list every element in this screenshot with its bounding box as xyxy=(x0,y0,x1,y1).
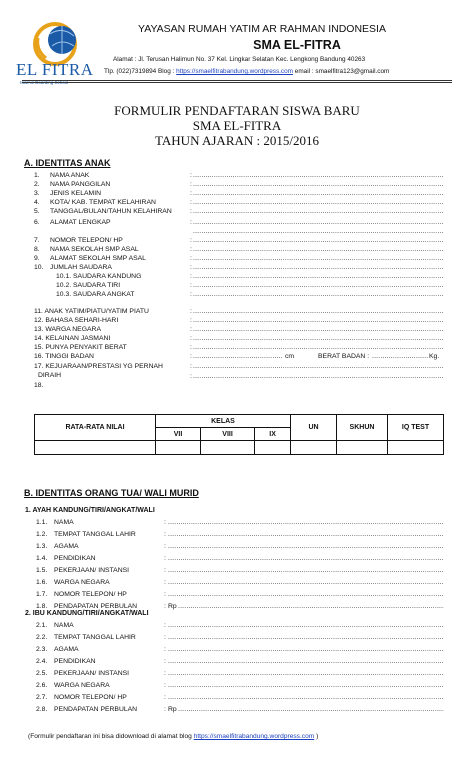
field-number: 10. xyxy=(34,264,44,271)
height-unit: cm xyxy=(285,353,295,360)
field-row xyxy=(0,343,474,352)
field-row xyxy=(0,180,474,189)
field-input[interactable] xyxy=(193,334,443,343)
weight-input[interactable] xyxy=(372,352,428,361)
school-address: Alamat : Jl. Terusan Halimun No. 37 Kel. Lingkar Selatan Kec. Lengkong Bandung 40263 xyxy=(113,56,366,63)
blog-link[interactable]: https://smaelfitrabandung.wordpress.com xyxy=(176,68,294,75)
header-divider-2 xyxy=(22,82,452,83)
parent-field-row xyxy=(0,645,474,654)
section-b-title: B. IDENTITAS ORANG TUA/ WALI MURID xyxy=(24,488,199,498)
parent-field-row xyxy=(0,621,474,630)
contact-email: email : smaelfitra123@gmail.com xyxy=(294,68,390,75)
field-colon: : xyxy=(164,591,166,598)
field-label: 15. PUNYA PENYAKIT BERAT xyxy=(34,344,127,351)
field-colon: : xyxy=(190,219,192,226)
field-row xyxy=(0,290,474,299)
field-colon: : xyxy=(190,282,192,289)
field-number: 1. xyxy=(34,172,40,179)
weight-label: BERAT BADAN : xyxy=(318,353,370,360)
parent-field-row xyxy=(0,657,474,666)
field-row xyxy=(0,218,474,227)
field-colon: : xyxy=(190,291,192,298)
field-colon: : xyxy=(164,531,166,538)
grade-cell[interactable] xyxy=(388,441,444,455)
grade-cell[interactable] xyxy=(200,441,254,455)
logo-subtext: Islamic Boarding School xyxy=(20,80,69,85)
field-label: TANGGAL/BULAN/TAHUN KELAHIRAN xyxy=(50,208,172,215)
grade-cell[interactable] xyxy=(156,441,201,455)
parent-field-row xyxy=(0,693,474,702)
parent-field-input[interactable] xyxy=(168,657,444,666)
field-input[interactable] xyxy=(193,290,443,299)
parent2-title: 2. IBU KANDUNG/TIRI/ANGKAT/WALI xyxy=(25,610,149,617)
field-colon: : xyxy=(164,646,166,653)
parent-field-label: WARGA NEGARA xyxy=(54,579,110,586)
field-colon: : xyxy=(190,308,192,315)
parent-field-label: TEMPAT TANGGAL LAHIR xyxy=(54,634,136,641)
field-number: 9. xyxy=(34,255,40,262)
parent-field-row xyxy=(0,542,474,551)
field-input[interactable] xyxy=(193,180,443,189)
parent-field-row xyxy=(0,681,474,690)
field-label: 13. WARGA NEGARA xyxy=(34,326,101,333)
parent-field-number: 1.6. xyxy=(36,579,48,586)
field-input[interactable] xyxy=(193,272,443,281)
field-row xyxy=(0,245,474,254)
parent-field-label: WARGA NEGARA xyxy=(54,682,110,689)
parent-field-number: 2.5. xyxy=(36,670,48,677)
section-a-title: A. IDENTITAS ANAK xyxy=(24,158,111,168)
field-colon: : xyxy=(190,199,192,206)
field-colon: : xyxy=(164,670,166,677)
field-row xyxy=(0,254,474,263)
currency-prefix: Rp xyxy=(168,603,177,610)
field-row xyxy=(0,381,474,390)
field-input[interactable] xyxy=(193,171,443,180)
skhun-header: SKHUN xyxy=(337,415,388,441)
field-label: NAMA PANGGILAN xyxy=(50,181,111,188)
field-colon: : xyxy=(190,264,192,271)
field-row xyxy=(0,236,474,245)
height-input[interactable] xyxy=(193,352,283,361)
field-label: 14. KELAINAN JASMANI xyxy=(34,335,111,342)
kelas-viii: VIII xyxy=(200,428,254,441)
field-colon: : xyxy=(190,237,192,244)
parent-field-number: 2.7. xyxy=(36,694,48,701)
field-label: KOTA/ KAB. TEMPAT KELAHIRAN xyxy=(50,199,156,206)
field-colon: : xyxy=(164,567,166,574)
field-colon: : xyxy=(190,273,192,280)
school-name: SMA EL-FITRA xyxy=(253,38,341,52)
field-row xyxy=(0,171,474,180)
parent-field-label: NAMA xyxy=(54,622,74,629)
field-input[interactable] xyxy=(193,189,443,198)
field-input[interactable] xyxy=(193,316,443,325)
field-label: 18. xyxy=(34,382,44,389)
achievement-input-dots[interactable] xyxy=(193,372,443,381)
field-colon: : xyxy=(164,555,166,562)
field-label: 10.3. SAUDARA ANGKAT xyxy=(56,291,135,298)
field-label: NOMOR TELEPON/ HP xyxy=(50,237,123,244)
grade-cell[interactable] xyxy=(35,441,156,455)
parent-field-input[interactable] xyxy=(168,669,444,678)
contact-phone-blog: Tlp. (022)7319894 Blog : xyxy=(104,68,175,75)
field-row xyxy=(0,263,474,272)
parent-field-row xyxy=(0,590,474,599)
field-label: JENIS KELAMIN xyxy=(50,190,101,197)
field-input[interactable] xyxy=(193,362,443,371)
field-row xyxy=(0,281,474,290)
field-colon: : xyxy=(190,190,192,197)
parent-field-input[interactable] xyxy=(168,693,444,702)
address-line-2-dots[interactable] xyxy=(193,227,443,236)
header-divider xyxy=(22,80,452,81)
parent-field-input[interactable] xyxy=(168,645,444,654)
parent-field-input[interactable] xyxy=(168,621,444,630)
parent-field-number: 1.4. xyxy=(36,555,48,562)
field-colon: : xyxy=(164,622,166,629)
parent-field-input[interactable] xyxy=(168,542,444,551)
field-label: JUMLAH SAUDARA xyxy=(50,264,112,271)
field-colon: : xyxy=(164,543,166,550)
parent-field-input[interactable] xyxy=(168,566,444,575)
field-row xyxy=(0,272,474,281)
parent-field-row xyxy=(0,566,474,575)
income-input[interactable] xyxy=(178,705,444,714)
field-colon: : xyxy=(164,694,166,701)
field-input[interactable] xyxy=(193,236,443,245)
parent-field-row xyxy=(0,518,474,527)
parent-field-label: AGAMA xyxy=(54,646,79,653)
parent-field-number: 1.3. xyxy=(36,543,48,550)
field-input[interactable] xyxy=(193,207,443,216)
field-number: 8. xyxy=(34,246,40,253)
footer-link[interactable]: https://smaelfitrabandung.wordpress.com xyxy=(193,733,315,740)
field-input[interactable] xyxy=(193,325,443,334)
field-label: 17. KEJUARAAN/PRESTASI YG PERNAH xyxy=(34,363,163,370)
school-contact xyxy=(104,68,389,75)
school-logo xyxy=(16,16,94,98)
field-colon: : xyxy=(190,208,192,215)
field-colon: : xyxy=(190,246,192,253)
field-row xyxy=(0,352,474,361)
field-input[interactable] xyxy=(193,254,443,263)
field-colon: : xyxy=(190,317,192,324)
parent-field-number: 2.6. xyxy=(36,682,48,689)
field-label: ALAMAT LENGKAP xyxy=(50,219,111,226)
parent-field-number: 2.3. xyxy=(36,646,48,653)
iq-test-header: IQ TEST xyxy=(388,415,444,441)
parent-field-label: PENDIDIKAN xyxy=(54,555,96,562)
field-colon: : xyxy=(164,706,166,713)
field-label: NAMA SEKOLAH SMP ASAL xyxy=(50,246,139,253)
currency-prefix: Rp xyxy=(168,706,177,713)
parent-field-row xyxy=(0,669,474,678)
footer-note xyxy=(28,733,318,740)
field-row xyxy=(0,198,474,207)
parent-field-row xyxy=(0,530,474,539)
field-colon: : xyxy=(164,682,166,689)
field-input[interactable] xyxy=(193,218,443,227)
field-colon: : xyxy=(190,353,192,360)
field-row xyxy=(0,307,474,316)
grade-cell[interactable] xyxy=(255,441,291,455)
field-colon: : xyxy=(190,255,192,262)
parent-field-label: TEMPAT TANGGAL LAHIR xyxy=(54,531,136,538)
parent-field-number: 2.2. xyxy=(36,634,48,641)
parent-field-label: PEKERJAAN/ INSTANSI xyxy=(54,670,130,677)
parent-field-number: 1.7. xyxy=(36,591,48,598)
parent-field-label: PENDAPATAN PERBULAN xyxy=(54,706,138,713)
parent-field-number: 2.8. xyxy=(36,706,48,713)
field-number: 4. xyxy=(34,199,40,206)
parent-field-row xyxy=(0,554,474,563)
field-colon: : xyxy=(190,326,192,333)
field-colon: : xyxy=(164,519,166,526)
parent-field-input[interactable] xyxy=(168,590,444,599)
field-input[interactable] xyxy=(193,343,443,352)
kelas-vii: VII xyxy=(156,428,201,441)
field-number: 5. xyxy=(34,208,40,215)
field-colon: : xyxy=(164,603,166,610)
field-label: 11. ANAK YATIM/PIATU/YATIM PIATU xyxy=(34,308,149,315)
parent-field-label: PENDAPATAN PERBULAN xyxy=(54,603,138,610)
field-label: NAMA ANAK xyxy=(50,172,90,179)
parent-field-input[interactable] xyxy=(168,578,444,587)
parent-field-label: PENDIDIKAN xyxy=(54,658,96,665)
field-row xyxy=(0,362,474,371)
kelas-ix: IX xyxy=(255,428,291,441)
footer-prefix: (Formulir pendaftaran ini bisa didownload di alamat blog xyxy=(28,733,192,740)
footer-suffix: ) xyxy=(316,733,319,740)
field-label: 12. BAHASA SEHARI-HARI xyxy=(34,317,119,324)
parent-field-input[interactable] xyxy=(168,530,444,539)
grade-table xyxy=(34,414,444,455)
parent-field-input[interactable] xyxy=(168,633,444,642)
field-colon: : xyxy=(190,335,192,342)
parent-field-label: AGAMA xyxy=(54,543,79,550)
form-school: SMA EL-FITRA xyxy=(192,118,282,133)
field-colon: : xyxy=(190,363,192,370)
parent-field-row xyxy=(0,578,474,587)
field-colon: : xyxy=(164,634,166,641)
field-row xyxy=(0,189,474,198)
kelas-header: KELAS xyxy=(156,415,291,428)
grade-cell[interactable] xyxy=(337,441,388,455)
field-label: DIRAIH xyxy=(38,372,62,379)
parent-field-label: NOMOR TELEPON/ HP xyxy=(54,694,127,701)
parent-field-input[interactable] xyxy=(168,554,444,563)
parent-field-number: 2.1. xyxy=(36,622,48,629)
parent-field-input[interactable] xyxy=(168,681,444,690)
parent-field-number: 1.8. xyxy=(36,603,48,610)
parent-field-label: NAMA xyxy=(54,519,74,526)
form-title: FORMULIR PENDAFTARAN SISWA BARU xyxy=(114,103,360,118)
org-name: YAYASAN RUMAH YATIM AR RAHMAN INDONESIA xyxy=(138,23,386,35)
field-label: 10.1. SAUDARA KANDUNG xyxy=(56,273,142,280)
parent-field-number: 1.1. xyxy=(36,519,48,526)
field-colon: : xyxy=(190,344,192,351)
field-input[interactable] xyxy=(193,281,443,290)
income-input[interactable] xyxy=(178,602,444,611)
field-input[interactable] xyxy=(193,245,443,254)
parent-field-number: 1.2. xyxy=(36,531,48,538)
parent-field-number: 1.5. xyxy=(36,567,48,574)
parent-field-row xyxy=(0,633,474,642)
field-row xyxy=(0,334,474,343)
field-row xyxy=(0,316,474,325)
field-number: 7. xyxy=(34,237,40,244)
field-label: ALAMAT SEKOLAH SMP ASAL xyxy=(50,255,146,262)
field-colon: : xyxy=(190,172,192,179)
field-number: 6. xyxy=(34,219,40,226)
form-year: TAHUN AJARAN : 2015/2016 xyxy=(155,133,319,148)
field-colon: : xyxy=(190,373,192,380)
field-number: 3. xyxy=(34,190,40,197)
field-input[interactable] xyxy=(193,263,443,272)
parent-field-input[interactable] xyxy=(168,518,444,527)
achievement-input[interactable] xyxy=(0,372,474,381)
grade-row-label: RATA-RATA NILAI xyxy=(35,415,156,441)
parent-field-label: PEKERJAAN/ INSTANSI xyxy=(54,567,130,574)
field-input[interactable] xyxy=(193,307,443,316)
logo-text: EL FITRA xyxy=(16,60,94,79)
field-label: 16. TINGGI BADAN xyxy=(34,353,94,360)
address-line-2[interactable] xyxy=(0,227,474,236)
parent-field-number: 2.4. xyxy=(36,658,48,665)
un-header: UN xyxy=(291,415,337,441)
parent-field-row xyxy=(0,705,474,714)
field-row xyxy=(0,207,474,216)
field-colon: : xyxy=(190,181,192,188)
parent1-title: 1. AYAH KANDUNG/TIRI/ANGKAT/WALI xyxy=(25,507,155,514)
field-label: 10.2. SAUDARA TIRI xyxy=(56,282,121,289)
field-colon: : xyxy=(164,579,166,586)
field-input[interactable] xyxy=(193,198,443,207)
parent-field-label: NOMOR TELEPON/ HP xyxy=(54,591,127,598)
field-number: 2. xyxy=(34,181,40,188)
weight-unit: Kg. xyxy=(429,353,440,360)
field-colon: : xyxy=(164,658,166,665)
field-row xyxy=(0,325,474,334)
grade-cell[interactable] xyxy=(291,441,337,455)
